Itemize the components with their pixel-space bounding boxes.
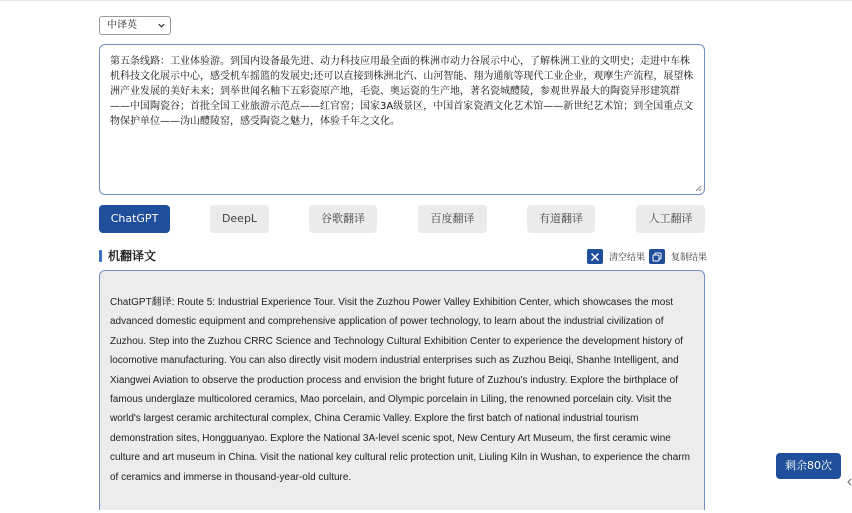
remaining-quota-button[interactable]: 剩余80次 [776, 453, 841, 479]
translation-result-text: ChatGPT翻译: Route 5: Industrial Experience Tour. Visit the Zuzhou Power Valley Exhibition Center, which showcases the most advanced domestic equipment and comprehensive application of power technology, to learn about the industrial civilization of Zuzhou. Step into the Zuzhou CRRC Science and Technology Cultural Exhibition Center to experience the development history of locomotive manufacturing. You can also directly visit modern industrial enterprises such as Zuzhou Beiqi, Shanhe Intelligent, and Xiangwei Aviation to observe the production process and envision the bright future of Zuzhou's industry. Explore the birthplace of famous underglaze multicolored ceramics, Mao porcelain, and Olympic porcelain in Liling, the renowned porcelain city. Visit the world's largest ceramic architectural complex, China Ceramic Valley. Explore the first batch of national industrial tourism demonstration sites, Hongguanyao. Explore the National 3A-level scenic spot, New Century Art Museum, the first ceramic wine culture and art museum in China. Visit the national key cultural relic protection unit, Liuling Kiln in Wushan, to experience the charm of ceramics and immerse in thousand-year-old culture. [110, 297, 690, 483]
clear-result-button[interactable] [587, 249, 645, 264]
copy-result-label: 复制结果 [671, 253, 708, 263]
language-direction-value: 中译英 [107, 20, 137, 31]
scroll-arrow-icon [847, 476, 852, 486]
top-divider [0, 0, 852, 1]
result-section-title: 机翻译文 [108, 249, 157, 263]
engine-human-button[interactable]: 人工翻译 [636, 205, 705, 233]
engine-baidu-button[interactable]: 百度翻译 [418, 205, 487, 233]
section-accent-bar [99, 250, 102, 262]
resize-handle-icon[interactable] [695, 185, 702, 192]
copy-icon [649, 249, 665, 264]
translation-result-panel[interactable] [99, 270, 705, 510]
source-text-input[interactable] [99, 44, 705, 195]
engine-deepl-button[interactable]: DeepL [210, 205, 269, 233]
engine-tabs [99, 205, 705, 233]
engine-google-button[interactable]: 谷歌翻译 [309, 205, 377, 233]
copy-result-button[interactable] [649, 249, 707, 264]
source-text: 第五条线路：工业体验游。到国内设备最先进、动力科技应用最全面的株洲市动力谷展示中心，了解株洲工业的文明史；走进中车株机科技文化展示中心，感受机车摇篮的发展史;还可以直接到株洲北汽、山河智能、翔为通航等现代工业企业，观摩生产流程，展望株洲产业发展的美好未来；到举世闻名釉下五彩瓷原产地，毛瓷、奥运瓷的生产地，著名瓷城醴陵，参观世界最大的陶瓷异形建筑群——中国陶瓷谷；首批全国工业旅游示范点——红官窑；国家3A级景区，中国首家瓷酒文化艺术馆——新世纪艺术馆；到全国重点文物保护单位——沩山醴陵窑，感受陶瓷之魅力，体验千年之文化。 [110, 56, 694, 127]
close-icon [587, 249, 603, 264]
engine-chatgpt-button[interactable]: ChatGPT [99, 205, 170, 233]
clear-result-label: 清空结果 [609, 253, 646, 263]
engine-youdao-button[interactable]: 有道翻译 [527, 205, 595, 233]
chevron-down-icon [157, 21, 166, 30]
language-direction-select[interactable] [99, 16, 171, 35]
